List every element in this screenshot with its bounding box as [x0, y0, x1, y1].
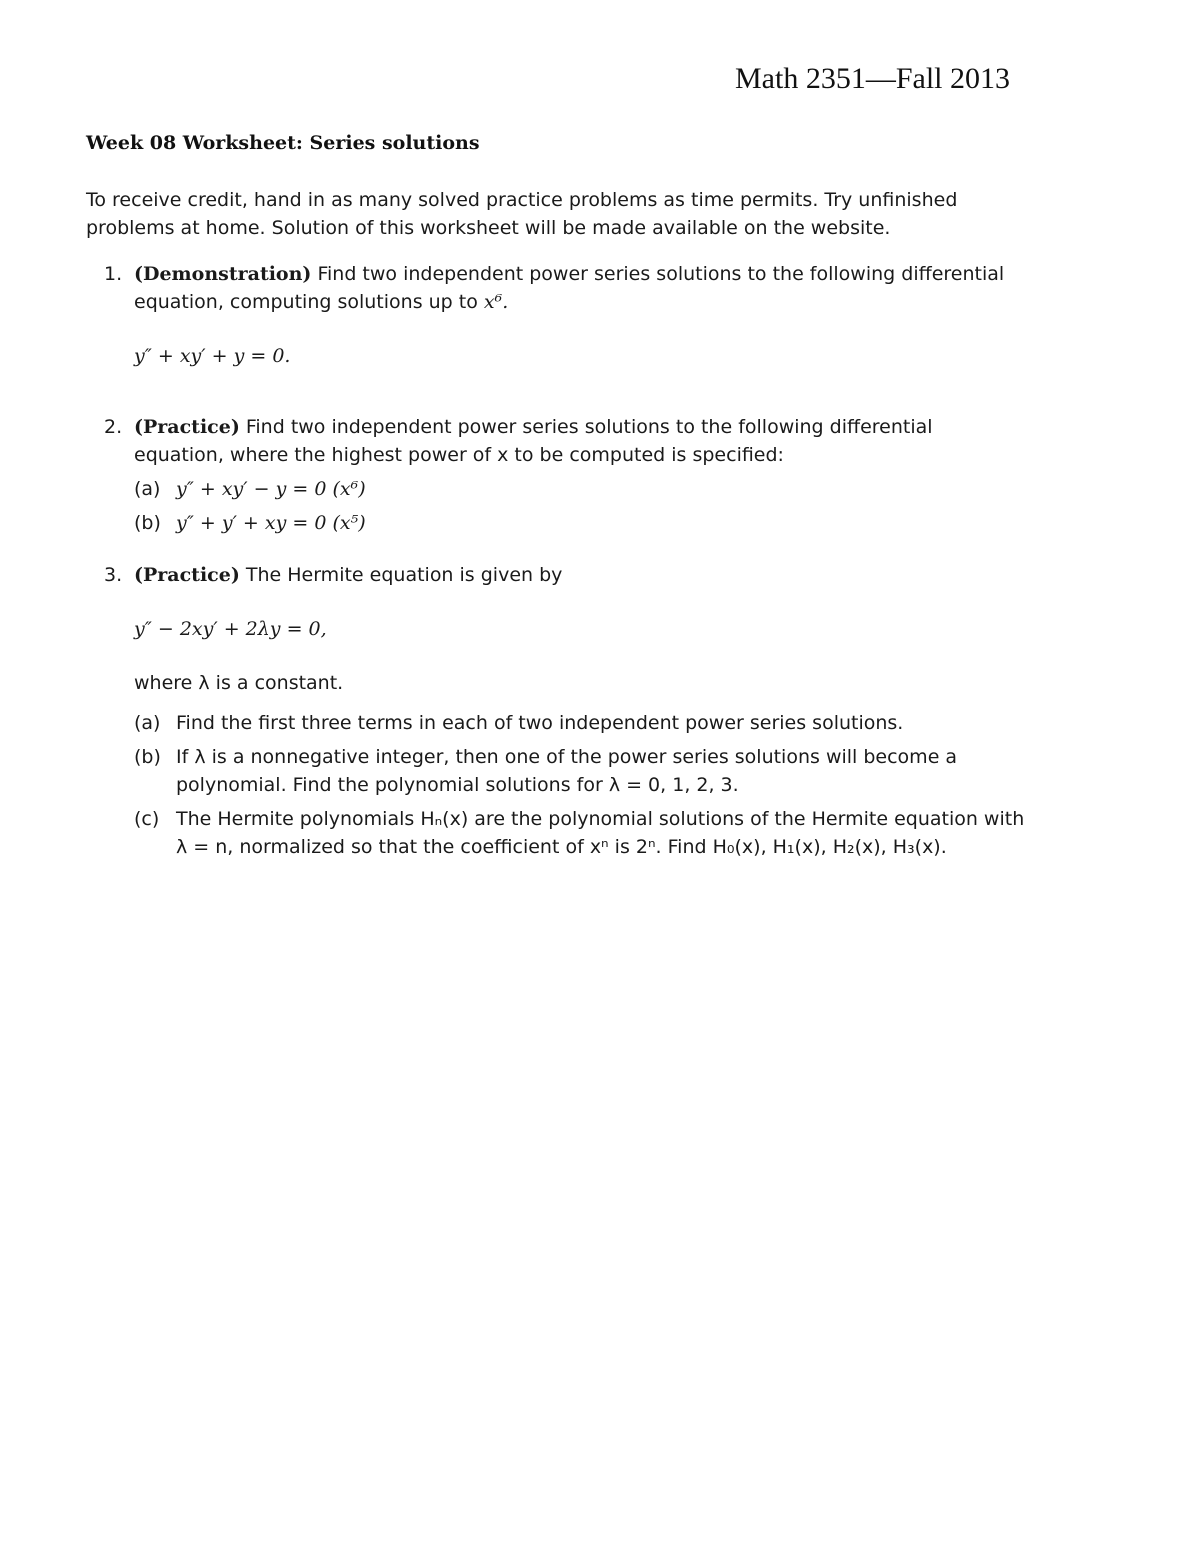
problem-2: [86, 413, 1026, 537]
part-label: (c): [134, 808, 160, 830]
problem-after-text: where λ is a constant.: [134, 672, 344, 694]
problem-part: [134, 509, 1026, 537]
problem-text: Find two independent power series solutions to the following differential equation, computing solutions up to: [134, 263, 1005, 313]
problem-equation: y″ + xy′ + y = 0.: [134, 345, 291, 367]
intro-paragraph: To receive credit, hand in as many solved practice problems as time permits. Try unfinished problems at home. Solution of this worksheet will be made available on the website.: [86, 189, 958, 239]
part-text: If λ is a nonnegative integer, then one of the power series solutions will become a polynomial. Find the polynomial solutions for λ = 0, 1, 2, 3.: [176, 746, 958, 796]
problem-part: [134, 709, 1026, 737]
problem-number: 2.: [104, 416, 123, 438]
problem-tag: (Practice): [134, 416, 240, 438]
worksheet-title: Week 08 Worksheet: Series solutions: [86, 132, 480, 154]
problem-number: 1.: [104, 263, 123, 285]
part-label: (a): [134, 712, 161, 734]
problem-tag: (Demonstration): [134, 263, 312, 285]
part-label: (b): [134, 512, 161, 534]
problem-part: [134, 475, 1026, 503]
course-header: Math 2351—Fall 2013: [735, 62, 1010, 95]
problem-equation: y″ − 2xy′ + 2λy = 0,: [134, 618, 327, 640]
part-text: y″ + xy′ − y = 0 (x⁶): [176, 478, 366, 500]
problem-part: [134, 805, 1026, 861]
problem-text: Find two independent power series solutions to the following differential equation, where the highest power of x to be computed is specified:: [134, 416, 933, 466]
part-label: (a): [134, 478, 161, 500]
problem-text: The Hermite equation is given by: [239, 564, 563, 586]
part-text: The Hermite polynomials Hₙ(x) are the polynomial solutions of the Hermite equation with λ = n, normalized so that the coefficient of xⁿ is 2ⁿ. Find H₀(x), H₁(x), H₂(x), H₃(x).: [176, 808, 1025, 858]
part-label: (b): [134, 746, 161, 768]
part-text: y″ + y′ + xy = 0 (x⁵): [176, 512, 366, 534]
part-text: Find the first three terms in each of two independent power series solutions.: [176, 712, 904, 734]
problem-tag: (Practice): [134, 564, 240, 586]
problem-1: [86, 260, 1026, 370]
problem-part: [134, 743, 1026, 799]
problem-3: [86, 561, 1026, 861]
problem-number: 3.: [104, 564, 123, 586]
problem-text-end: x⁶.: [483, 291, 509, 313]
